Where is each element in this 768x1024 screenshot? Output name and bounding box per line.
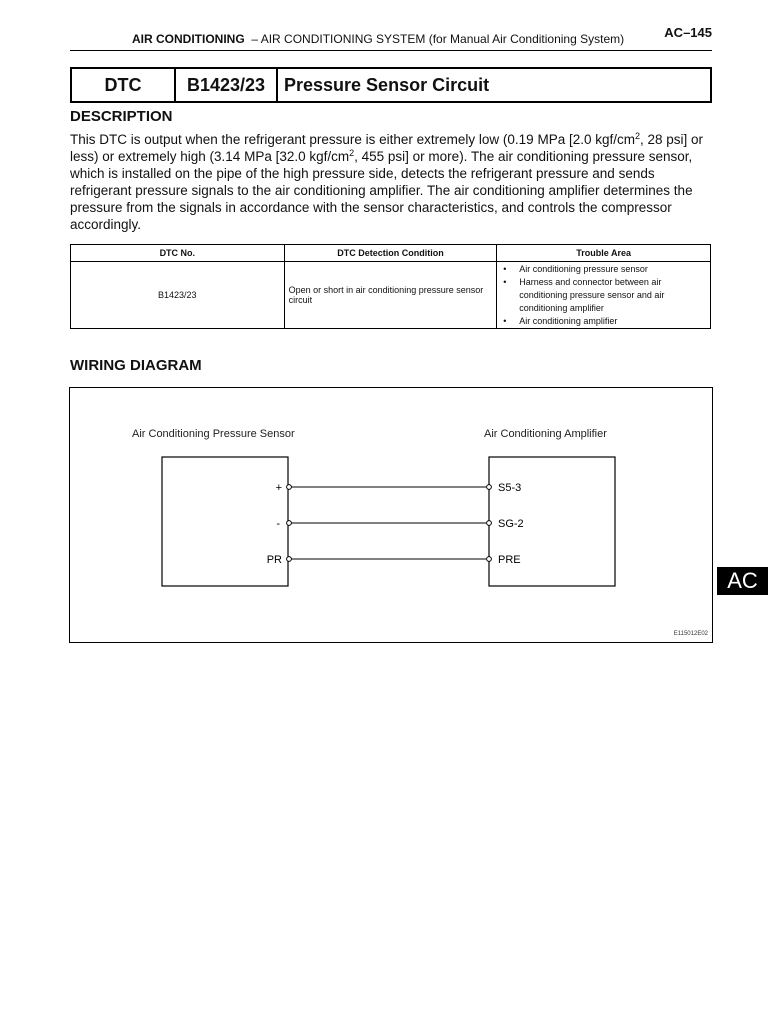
terminal-marker [287,485,292,490]
column-header-dtc-no: DTC No. [71,245,285,262]
column-header-trouble-area: Trouble Area [497,245,711,262]
page-header [70,24,712,51]
superscript-2: 2 [349,148,355,158]
table-row [71,262,711,329]
page-number: AC–145 [664,25,712,40]
trouble-area-list [501,263,706,328]
pin-label-right: S5-3 [498,482,522,494]
pin-label-left: + [275,482,282,494]
dtc-table [70,244,711,329]
list-item: • Harness and connector between air conditioning pressure sensor and air conditioning amplifier [519,276,706,315]
terminal-marker [487,485,492,490]
wiring-diagram [69,387,713,643]
wire-pr [267,554,521,566]
section-subtitle: – AIR CONDITIONING SYSTEM (for Manual Air Conditioning System) [251,32,625,46]
side-tab-ac: AC [717,567,768,595]
dtc-code: B1423/23 [176,69,278,101]
list-item: • Air conditioning pressure sensor [519,263,706,276]
pin-label-right: PRE [498,554,521,566]
cell-dtc-no: B1423/23 [71,262,285,329]
figure-id: E115012E02 [673,631,708,637]
dtc-title: Pressure Sensor Circuit [284,74,490,95]
description-text [70,131,715,233]
wiring-heading: WIRING DIAGRAM [70,357,202,374]
terminal-marker [487,521,492,526]
description-part-3: , 455 psi] or more). The air conditioning pressure sensor, which is installed on the pipe of the high pressure side, detects the refrigerant pressure and sends refrigerant pressure signals to the air conditioning amplifier. The air conditioning amplifier determines the pressure from the signals in accordance with the sensor characteristics, and controls the compressor accordingly. [70,149,693,232]
description-part-2: , 28 psi] or less) or extremely high (3.14 MPa [32.0 kgf/cm [70,132,704,164]
superscript-1: 2 [634,131,640,141]
cell-condition: Open or short in air conditioning pressure sensor circuit [284,262,497,329]
description-part-1: This DTC is output when the refrigerant pressure is either extremely low (0.19 MPa [2.0 kgf/cm [70,132,635,147]
section-title [132,32,624,46]
dtc-title-bar [70,67,712,103]
terminal-marker [487,557,492,562]
wire-plus [276,482,522,494]
cell-trouble-area [497,262,711,329]
sensor-box [162,457,288,586]
dtc-label: DTC [72,69,176,101]
left-component-label: Air Conditioning Pressure Sensor [132,428,295,440]
column-header-condition: DTC Detection Condition [284,245,497,262]
list-item: • Air conditioning amplifier [519,315,706,328]
wiring-svg [70,388,712,642]
description-heading: DESCRIPTION [70,108,173,125]
section-bold: AIR CONDITIONING [132,32,245,46]
pin-label-right: SG-2 [498,518,524,530]
terminal-marker [287,521,292,526]
table-header-row [71,245,711,262]
pin-label-left: - [276,518,280,530]
pin-label-left: PR [266,554,282,566]
wire-minus [276,518,523,530]
right-component-label: Air Conditioning Amplifier [484,428,607,440]
terminal-marker [287,557,292,562]
